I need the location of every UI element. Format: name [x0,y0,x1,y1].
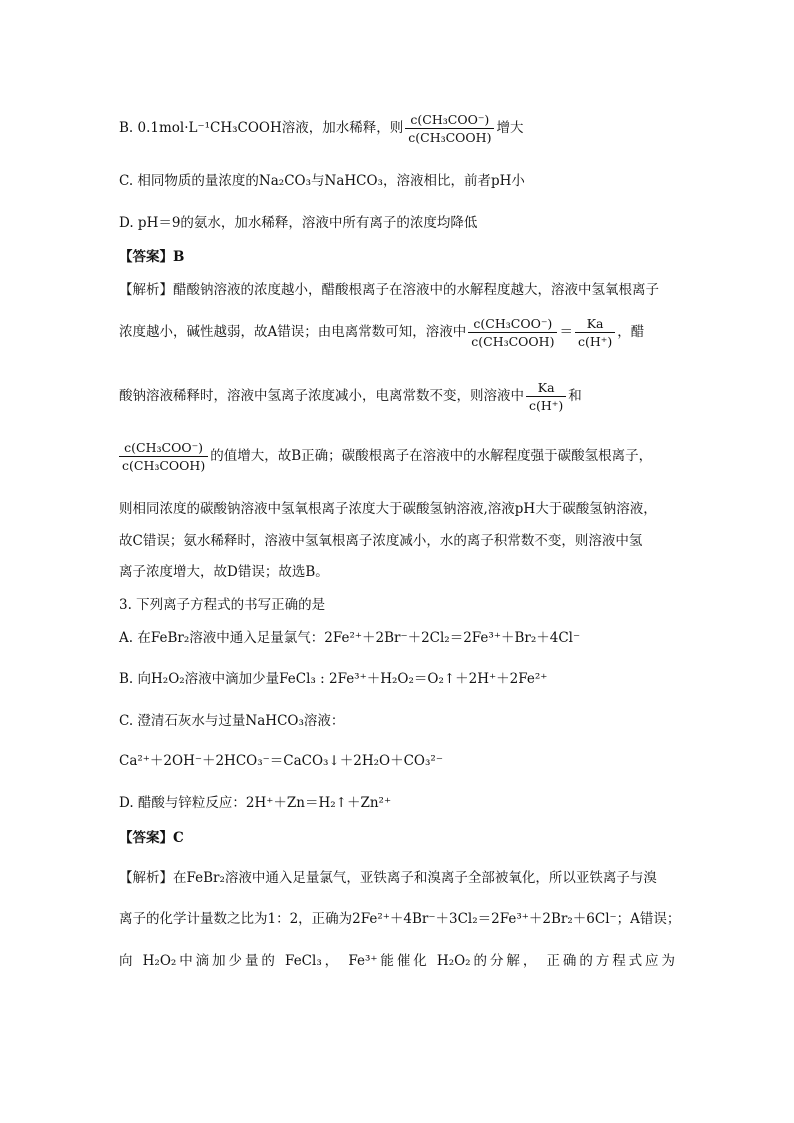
q3-analysis-line-1: 【解析】在FeBr₂溶液中通入足量氯气，亚铁离子和溴离子全部被氧化，所以亚铁离子与溴 [119,870,657,886]
q3-answer: 【答案】C [119,830,184,846]
fraction-denominator: c(CH₃COOH) [122,458,206,473]
fraction [468,316,557,349]
q2-option-d: D. pH＝9的氨水，加水稀释，溶液中所有离子的浓度均降低 [119,215,478,231]
analysis-text: 和 [568,388,582,404]
q3-analysis-line-2: 离子的化学计量数之比为1：2，正确为2Fe²⁺＋4Br⁻＋3Cl₂＝2Fe³⁺＋2Br₂＋6Cl⁻；A错误； [119,911,681,927]
option-text: 增大 [496,120,524,136]
q2-option-b [119,112,523,145]
analysis-text: 浓度越小，碱性越弱，故A错误；由电离常数可知，溶液中 [119,324,467,340]
analysis-text: 酸钠溶液稀释时，溶液中氢离子浓度减小，电离常数不变，则溶液中 [119,388,524,404]
fraction-denominator: c(CH₃COOH) [471,334,555,349]
q3-option-d: D. 醋酸与锌粒反应：2H⁺＋Zn＝H₂↑＋Zn²⁺ [119,795,392,811]
analysis-text: 的值增大，故B正确；碳酸根离子在溶液中的水解程度强于碳酸氢根离子， [210,448,653,464]
q3-option-a: A. 在FeBr₂溶液中通入足量氯气：2Fe²⁺＋2Br⁻＋2Cl₂＝2Fe³⁺＋Br₂＋4Cl⁻ [119,630,581,646]
analysis-text: ，醋 [617,324,645,340]
fraction-denominator: c(H⁺) [577,334,613,349]
q2-analysis-line-7: 离子浓度增大，故D错误；故选B。 [119,564,329,580]
q3-stem: 3. 下列离子方程式的书写正确的是 [119,597,326,613]
fraction [405,112,494,145]
q2-analysis-line-4 [119,440,652,473]
fraction [575,316,615,349]
q2-analysis-line-1: 【解析】醋酸钠溶液的浓度越小，醋酸根离子在溶液中的水解程度越大，溶液中氢氧根离子 [119,282,659,298]
fraction-numerator: c(CH₃COO⁻) [119,440,208,457]
fraction-denominator: c(H⁺) [529,398,564,413]
q3-analysis-line-3: 向 H₂O₂中滴加少量的 FeCl₃， Fe³⁺能催化 H₂O₂的分解， 正确的方程式应为 [119,953,675,969]
fraction-numerator: c(CH₃COO⁻) [405,112,494,129]
fraction [119,440,208,473]
q3-option-c-equation: Ca²⁺＋2OH⁻＋2HCO₃⁻＝CaCO₃↓＋2H₂O＋CO₃²⁻ [119,753,443,769]
q2-option-c: C. 相同物质的量浓度的Na₂CO₃与NaHCO₃，溶液相比，前者pH小 [119,173,525,189]
q2-answer: 【答案】B [119,249,185,265]
q3-option-b: B. 向H₂O₂溶液中滴加少量FeCl₃ : 2Fe³⁺＋H₂O₂＝O₂↑＋2H⁺＋2Fe²⁺ [119,671,548,687]
q2-analysis-line-2 [119,316,644,349]
option-text: B. 0.1mol·L⁻¹CH₃COOH溶液，加水稀释，则 [119,120,404,136]
q2-analysis-line-3 [119,380,582,413]
fraction [526,380,566,413]
q2-analysis-line-6: 故C错误；氨水稀释时，溶液中氢氧根离子浓度减小，水的离子积常数不变，则溶液中氢 [119,533,643,549]
fraction-denominator: c(CH₃COOH) [408,130,492,145]
q3-option-c: C. 澄清石灰水与过量NaHCO₃溶液： [119,713,345,729]
fraction-numerator: c(CH₃COO⁻) [468,316,557,333]
fraction-numerator: Ka [526,380,566,397]
fraction-numerator: Ka [575,316,615,333]
equals-sign: ＝ [559,324,573,340]
q2-analysis-line-5: 则相同浓度的碳酸钠溶液中氢氧根离子浓度大于碳酸氢钠溶液,溶液pH大于碳酸氢钠溶液， [119,501,657,517]
